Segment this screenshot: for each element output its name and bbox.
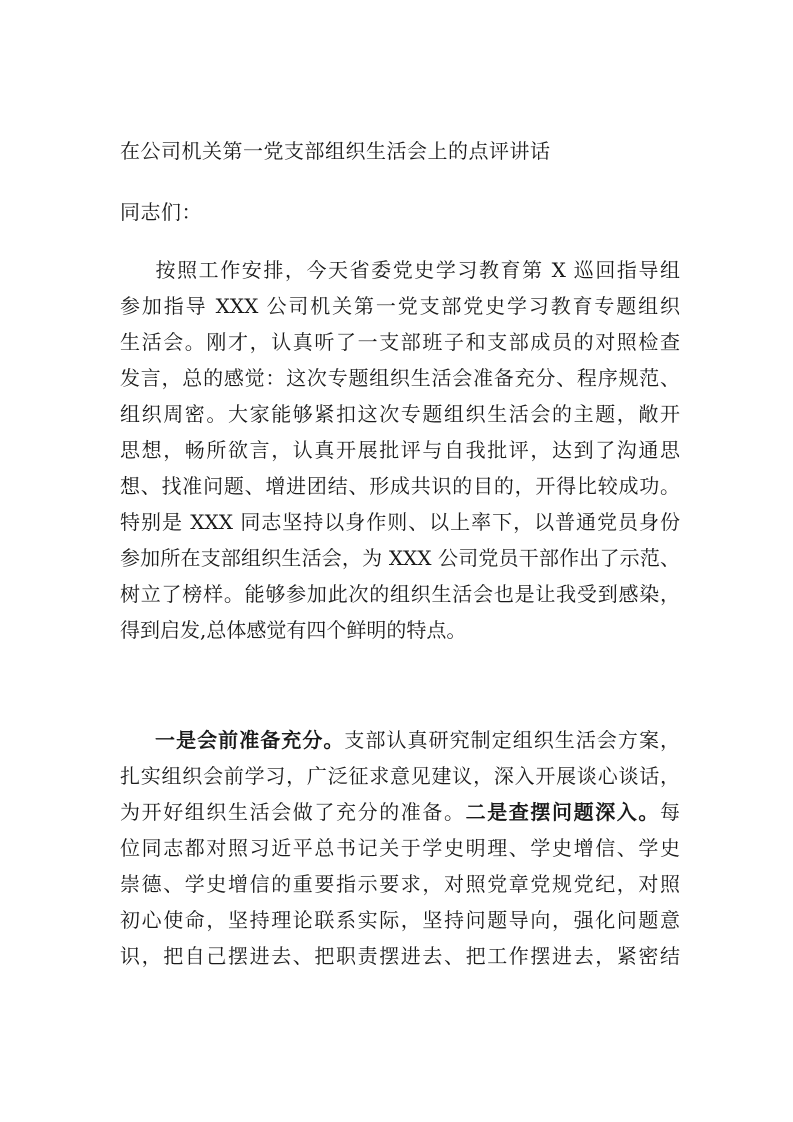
paragraph-line: 参加所在支部组织生活会，为 XXX 公司党员干部作出了示范、 <box>120 546 680 570</box>
paragraph-line: 组织周密。大家能够紧扣这次专题组织生活会的主题，敞开 <box>120 402 680 426</box>
paragraph-line: 参加指导 XXX 公司机关第一党支部党史学习教育专题组织 <box>120 294 680 318</box>
line-text: 按照工作安排，今天省委党史学习教育第 X 巡回指导组 <box>154 258 680 282</box>
point-heading-1: 一是会前准备充分。 <box>154 728 345 752</box>
paragraph-line <box>120 794 680 830</box>
paragraph-line: 树立了榜样。能够参加此次的组织生活会也是让我受到感染， <box>120 582 680 606</box>
paragraph-line: 初心使命，坚持理论联系实际，坚持问题导向，强化问题意 <box>120 908 680 932</box>
paragraph-line: 思想，畅所欲言，认真开展批评与自我批评，达到了沟通思 <box>120 438 680 462</box>
paragraph-line: 崇德、学史增信的重要指示要求，对照党章党规党纪，对照 <box>120 872 680 896</box>
paragraph-line: 生活会。刚才，认真听了一支部班子和支部成员的对照检查 <box>120 330 680 354</box>
line-text: 每 <box>660 800 681 824</box>
paragraph-line <box>120 252 680 288</box>
line-text: 支部认真研究制定组织生活会方案， <box>344 728 681 752</box>
paragraph-line: 发言，总的感觉：这次专题组织生活会准备充分、程序规范、 <box>120 366 680 390</box>
paragraph-line: 想、找准问题、增进团结、形成共识的目的，开得比较成功。 <box>120 474 680 498</box>
paragraph-line: 扎实组织会前学习，广泛征求意见建议，深入开展谈心谈话， <box>120 764 680 788</box>
point-heading-2: 二是查摆问题深入。 <box>465 800 661 824</box>
paragraph-line: 特别是 XXX 同志坚持以身作则、以上率下，以普通党员身份 <box>120 510 680 534</box>
paragraph-line <box>120 722 680 758</box>
paragraph-2 <box>120 722 680 974</box>
paragraph-line: 位同志都对照习近平总书记关于学史明理、学史增信、学史 <box>120 836 680 860</box>
document-title: 在公司机关第一党支部组织生活会上的点评讲话 <box>120 139 551 163</box>
greeting: 同志们： <box>120 200 202 224</box>
line-text: 为开好组织生活会做了充分的准备。 <box>120 800 466 824</box>
paragraph-line: 得到启发,总体感觉有四个鲜明的特点。 <box>120 618 467 642</box>
paragraph-line: 识，把自己摆进去、把职责摆进去、把工作摆进去，紧密结 <box>120 944 680 968</box>
paragraph-1 <box>120 252 680 648</box>
